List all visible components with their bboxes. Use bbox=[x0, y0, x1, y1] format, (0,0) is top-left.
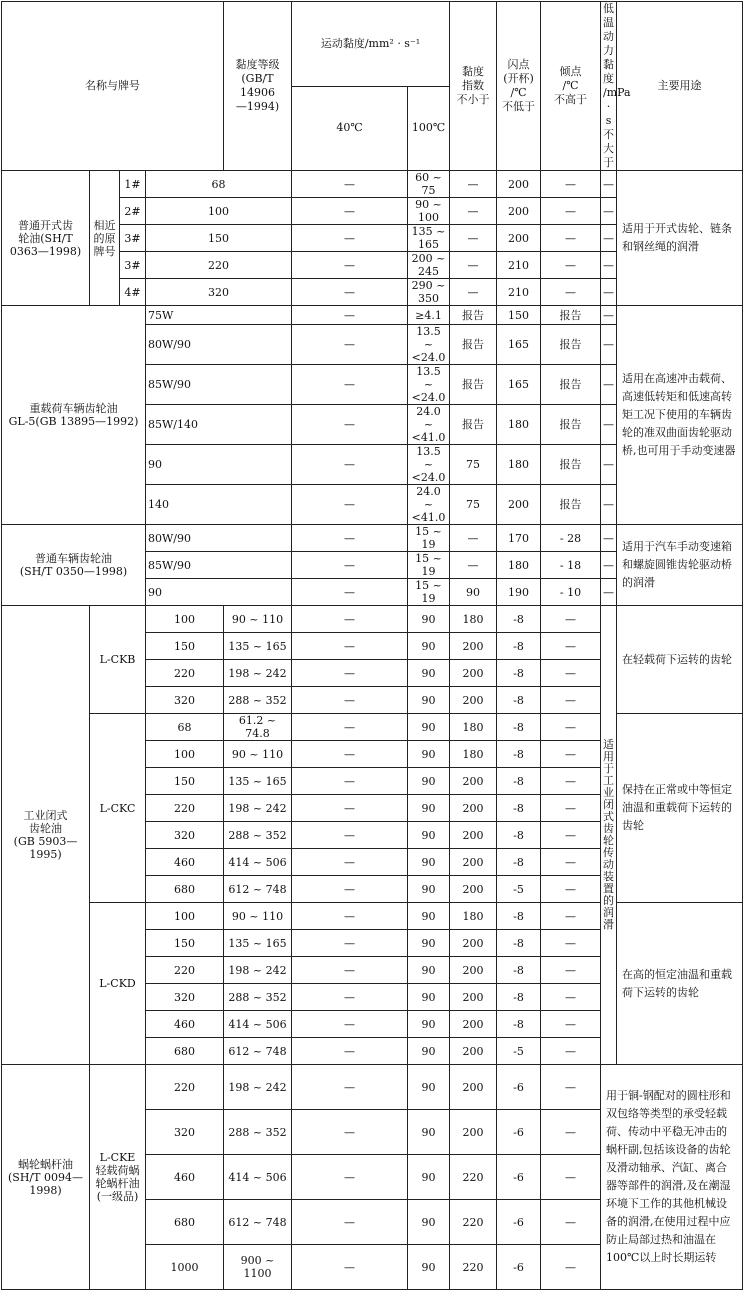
cell-grade: 220 bbox=[146, 252, 292, 279]
cell-pour: -8 bbox=[497, 606, 541, 633]
cell-ltv: — bbox=[541, 822, 601, 849]
cell-pour: -8 bbox=[497, 957, 541, 984]
cell-kv40: 135 ~ 165 bbox=[224, 633, 292, 660]
cell-pour: 报告 bbox=[541, 306, 601, 325]
cell-kv100: — bbox=[292, 795, 408, 822]
cell-vi: 90 bbox=[408, 1245, 450, 1290]
cell-pour: - 18 bbox=[541, 552, 601, 579]
cell-kv40: — bbox=[292, 225, 408, 252]
use-industrial-vertical bbox=[601, 606, 617, 1065]
cell-pour: -6 bbox=[497, 1065, 541, 1110]
cell-flash: 180 bbox=[450, 606, 497, 633]
sub-grade-ckb: L-CKB bbox=[90, 606, 146, 714]
cell-flash: 210 bbox=[497, 279, 541, 306]
cell-kv40: — bbox=[292, 579, 408, 606]
use-worm: 用于铜-钢配对的圆柱形和双包络等类型的承受轻载荷、传动中平稳无冲击的蜗杆副,包括该设备的齿轮及滑动轴承、汽缸、离合器等部件的润滑,及在潮湿环境下工作的其他机械设备的润滑,在使用过程中应防止局部过热和油温在100℃以上时长期运转 bbox=[601, 1065, 743, 1290]
cell-kv40: 61.2 ~ 74.8 bbox=[224, 714, 292, 741]
cell-grade: 100 bbox=[146, 198, 292, 225]
cell-ltv: — bbox=[601, 552, 617, 579]
cell-kv100: 15 ~ 19 bbox=[408, 579, 450, 606]
cell-flash: 165 bbox=[497, 365, 541, 405]
cell-kv100: — bbox=[292, 930, 408, 957]
cell-ltv: — bbox=[541, 849, 601, 876]
cell-grade: 460 bbox=[146, 1011, 224, 1038]
cell-kv100: — bbox=[292, 957, 408, 984]
cell-old-grade: 4# bbox=[120, 279, 146, 306]
cell-pour: -8 bbox=[497, 741, 541, 768]
cell-kv100: 290 ~ 350 bbox=[408, 279, 450, 306]
cell-flash: 200 bbox=[497, 485, 541, 525]
cell-kv100: 13.5 ~ <24.0 bbox=[408, 365, 450, 405]
cell-pour: -8 bbox=[497, 984, 541, 1011]
cell-grade: 80W/90 bbox=[146, 525, 292, 552]
cell-flash: 200 bbox=[450, 1065, 497, 1110]
cell-ltv: — bbox=[541, 714, 601, 741]
cell-kv40: — bbox=[292, 325, 408, 365]
cell-kv40: 612 ~ 748 bbox=[224, 1038, 292, 1065]
gear-oil-table bbox=[1, 1, 743, 1290]
cell-vi: 90 bbox=[408, 1200, 450, 1245]
cell-kv40: 288 ~ 352 bbox=[224, 687, 292, 714]
cell-pour: -8 bbox=[497, 660, 541, 687]
cell-kv40: 198 ~ 242 bbox=[224, 1065, 292, 1110]
cell-old-grade: 1# bbox=[120, 171, 146, 198]
cell-flash: 200 bbox=[450, 1110, 497, 1155]
cell-grade: 90 bbox=[146, 579, 292, 606]
cell-kv40: 90 ~ 110 bbox=[224, 741, 292, 768]
cell-ltv: — bbox=[541, 903, 601, 930]
cell-grade: 320 bbox=[146, 279, 292, 306]
header-viscosity-index: 黏度 指数 不小于 bbox=[450, 2, 497, 171]
cell-kv100: 135 ~ 165 bbox=[408, 225, 450, 252]
cell-ltv: — bbox=[541, 876, 601, 903]
sub-grade-ckd: L-CKD bbox=[90, 903, 146, 1065]
cell-pour: -8 bbox=[497, 930, 541, 957]
cell-pour: 报告 bbox=[541, 485, 601, 525]
cell-grade: 220 bbox=[146, 660, 224, 687]
cell-pour: -5 bbox=[497, 876, 541, 903]
cell-grade: 150 bbox=[146, 633, 224, 660]
cell-kv40: 900 ~ 1100 bbox=[224, 1245, 292, 1290]
cell-kv100: 15 ~ 19 bbox=[408, 525, 450, 552]
cell-flash: 200 bbox=[497, 198, 541, 225]
cell-ltv: — bbox=[601, 171, 617, 198]
cell-vi: — bbox=[450, 552, 497, 579]
cell-vi: 报告 bbox=[450, 405, 497, 445]
cell-kv100: ≥4.1 bbox=[408, 306, 450, 325]
cell-pour: -6 bbox=[497, 1155, 541, 1200]
cell-kv100: 13.5 ~ <24.0 bbox=[408, 445, 450, 485]
cell-pour: — bbox=[541, 198, 601, 225]
cell-grade: 460 bbox=[146, 849, 224, 876]
cell-pour: - 10 bbox=[541, 579, 601, 606]
cell-vi: 90 bbox=[408, 714, 450, 741]
cell-kv40: 288 ~ 352 bbox=[224, 822, 292, 849]
cell-grade: 100 bbox=[146, 741, 224, 768]
cell-kv100: — bbox=[292, 822, 408, 849]
cell-flash: 220 bbox=[450, 1200, 497, 1245]
cell-vi: — bbox=[450, 252, 497, 279]
cell-flash: 190 bbox=[497, 579, 541, 606]
table-body bbox=[2, 2, 743, 1290]
cell-vi: 90 bbox=[408, 984, 450, 1011]
cell-kv40: — bbox=[292, 485, 408, 525]
cell-kv100: — bbox=[292, 1038, 408, 1065]
cell-flash: 200 bbox=[450, 1038, 497, 1065]
cell-flash: 220 bbox=[450, 1155, 497, 1200]
cell-vi: 报告 bbox=[450, 325, 497, 365]
cell-pour: — bbox=[541, 171, 601, 198]
cell-grade: 75W bbox=[146, 306, 292, 325]
cell-grade: 90 bbox=[146, 445, 292, 485]
cell-grade: 220 bbox=[146, 1065, 224, 1110]
cell-kv100: — bbox=[292, 1110, 408, 1155]
table-row bbox=[2, 2, 743, 87]
cell-grade: 320 bbox=[146, 687, 224, 714]
cell-ltv: — bbox=[541, 1038, 601, 1065]
cell-pour: -5 bbox=[497, 1038, 541, 1065]
cell-kv40: — bbox=[292, 525, 408, 552]
cell-vi: 90 bbox=[408, 1038, 450, 1065]
cell-vi: 报告 bbox=[450, 306, 497, 325]
cell-pour: -8 bbox=[497, 714, 541, 741]
sub-grade-ckc: L-CKC bbox=[90, 714, 146, 903]
cell-grade: 85W/90 bbox=[146, 552, 292, 579]
cell-ltv: — bbox=[541, 1155, 601, 1200]
cell-grade: 100 bbox=[146, 606, 224, 633]
cell-kv40: 90 ~ 110 bbox=[224, 903, 292, 930]
cell-vi: — bbox=[450, 525, 497, 552]
cell-kv40: 612 ~ 748 bbox=[224, 1200, 292, 1245]
cell-pour: -8 bbox=[497, 633, 541, 660]
cell-pour: -8 bbox=[497, 768, 541, 795]
header-kv-100c: 100℃ bbox=[408, 86, 450, 171]
cell-flash: 200 bbox=[450, 687, 497, 714]
cell-pour: -8 bbox=[497, 687, 541, 714]
cell-ltv: — bbox=[541, 633, 601, 660]
cell-kv100: — bbox=[292, 903, 408, 930]
cell-flash: 170 bbox=[497, 525, 541, 552]
cell-grade: 220 bbox=[146, 795, 224, 822]
cell-pour: 报告 bbox=[541, 365, 601, 405]
cell-grade: 150 bbox=[146, 225, 292, 252]
table-row bbox=[2, 306, 743, 325]
cell-vi: 90 bbox=[408, 1155, 450, 1200]
cell-vi: 90 bbox=[408, 633, 450, 660]
cell-kv40: — bbox=[292, 552, 408, 579]
cell-ltv: — bbox=[541, 741, 601, 768]
cell-vi: 90 bbox=[408, 930, 450, 957]
cell-ltv: — bbox=[541, 768, 601, 795]
cell-flash: 180 bbox=[450, 714, 497, 741]
cell-vi: 报告 bbox=[450, 365, 497, 405]
cell-grade: 320 bbox=[146, 822, 224, 849]
section-name-heavy-gear: 重载荷车辆齿轮油 GL-5(GB 13895—1992) bbox=[2, 306, 146, 525]
cell-ltv: — bbox=[541, 1065, 601, 1110]
cell-flash: 200 bbox=[450, 1011, 497, 1038]
cell-flash: 200 bbox=[450, 930, 497, 957]
cell-flash: 200 bbox=[450, 876, 497, 903]
cell-old-grade: 3# bbox=[120, 225, 146, 252]
cell-grade: 80W/90 bbox=[146, 325, 292, 365]
cell-vi: 90 bbox=[408, 606, 450, 633]
cell-ltv: — bbox=[601, 405, 617, 445]
cell-ltv: — bbox=[601, 525, 617, 552]
cell-kv100: — bbox=[292, 660, 408, 687]
cell-vi: 90 bbox=[408, 768, 450, 795]
cell-pour: 报告 bbox=[541, 405, 601, 445]
cell-ltv: — bbox=[541, 957, 601, 984]
use-common-gear: 适用于汽车手动变速箱和螺旋圆锥齿轮驱动桥的润滑 bbox=[617, 525, 743, 606]
cell-kv100: — bbox=[292, 1200, 408, 1245]
cell-grade: 140 bbox=[146, 485, 292, 525]
cell-pour: — bbox=[541, 252, 601, 279]
table-row bbox=[2, 714, 743, 741]
cell-kv40: 414 ~ 506 bbox=[224, 849, 292, 876]
cell-vi: 90 bbox=[408, 1110, 450, 1155]
cell-kv100: — bbox=[292, 876, 408, 903]
cell-grade: 85W/90 bbox=[146, 365, 292, 405]
cell-grade: 680 bbox=[146, 1200, 224, 1245]
cell-kv40: 288 ~ 352 bbox=[224, 984, 292, 1011]
cell-vi: 90 bbox=[450, 579, 497, 606]
use-ckd: 在高的恒定油温和重载荷下运转的齿轮 bbox=[617, 903, 743, 1065]
cell-kv100: — bbox=[292, 1065, 408, 1110]
cell-ltv: — bbox=[601, 252, 617, 279]
cell-flash: 200 bbox=[450, 633, 497, 660]
cell-kv40: — bbox=[292, 171, 408, 198]
cell-kv100: 200 ~ 245 bbox=[408, 252, 450, 279]
cell-pour: -8 bbox=[497, 903, 541, 930]
cell-vi: 90 bbox=[408, 660, 450, 687]
table-row bbox=[2, 171, 743, 198]
cell-ltv: — bbox=[541, 606, 601, 633]
table-row bbox=[2, 1065, 743, 1110]
cell-kv100: — bbox=[292, 984, 408, 1011]
cell-pour: -6 bbox=[497, 1245, 541, 1290]
cell-flash: 180 bbox=[450, 903, 497, 930]
header-flash-point: 闪点 (开杯) /℃ 不低于 bbox=[497, 2, 541, 171]
use-open-gear: 适用于开式齿轮、链条和钢丝绳的润滑 bbox=[617, 171, 743, 306]
cell-vi: 75 bbox=[450, 445, 497, 485]
cell-vi: 90 bbox=[408, 687, 450, 714]
cell-grade: 68 bbox=[146, 714, 224, 741]
cell-vi: 90 bbox=[408, 795, 450, 822]
cell-ltv: — bbox=[601, 306, 617, 325]
cell-flash: 200 bbox=[450, 957, 497, 984]
cell-kv40: 198 ~ 242 bbox=[224, 660, 292, 687]
cell-ltv: — bbox=[541, 1011, 601, 1038]
cell-vi: — bbox=[450, 198, 497, 225]
cell-pour: -6 bbox=[497, 1110, 541, 1155]
cell-kv100: — bbox=[292, 1245, 408, 1290]
cell-grade: 320 bbox=[146, 1110, 224, 1155]
cell-kv40: 198 ~ 242 bbox=[224, 795, 292, 822]
cell-kv40: 612 ~ 748 bbox=[224, 876, 292, 903]
section-name-open-gear: 普通开式齿 轮油(SH/T 0363—1998) bbox=[2, 171, 90, 306]
cell-grade: 150 bbox=[146, 768, 224, 795]
cell-ltv: — bbox=[541, 984, 601, 1011]
cell-kv100: — bbox=[292, 633, 408, 660]
header-name: 名称与牌号 bbox=[2, 2, 224, 171]
vertical-use-text: 适用于工业闭式齿轮传动装置的润滑 bbox=[603, 738, 615, 931]
cell-kv100: — bbox=[292, 768, 408, 795]
cell-flash: 180 bbox=[497, 405, 541, 445]
table-row bbox=[2, 903, 743, 930]
cell-kv40: — bbox=[292, 198, 408, 225]
cell-grade: 68 bbox=[146, 171, 292, 198]
cell-vi: 90 bbox=[408, 957, 450, 984]
cell-pour: - 28 bbox=[541, 525, 601, 552]
cell-flash: 200 bbox=[450, 795, 497, 822]
header-low-temp-viscosity: 低温动 力黏度 /mPa · s 不大于 bbox=[601, 2, 617, 171]
cell-pour: — bbox=[541, 279, 601, 306]
cell-pour: -6 bbox=[497, 1200, 541, 1245]
header-pour-point: 倾点 /℃ 不高于 bbox=[541, 2, 601, 171]
cell-kv100: 90 ~ 100 bbox=[408, 198, 450, 225]
cell-kv100: — bbox=[292, 849, 408, 876]
cell-kv40: — bbox=[292, 405, 408, 445]
cell-flash: 200 bbox=[497, 171, 541, 198]
cell-kv40: 135 ~ 165 bbox=[224, 930, 292, 957]
cell-ltv: — bbox=[601, 225, 617, 252]
cell-ltv: — bbox=[601, 579, 617, 606]
cell-kv100: — bbox=[292, 1011, 408, 1038]
cell-kv40: 198 ~ 242 bbox=[224, 957, 292, 984]
header-main-use: 主要用途 bbox=[617, 2, 743, 171]
cell-pour: — bbox=[541, 225, 601, 252]
cell-kv100: 24.0 ~ <41.0 bbox=[408, 405, 450, 445]
cell-ltv: — bbox=[601, 325, 617, 365]
use-heavy-gear: 适用在高速冲击载荷、高速低转矩和低速高转矩工况下使用的车辆齿轮的准双曲面齿轮驱动桥,也可用于手动变速器 bbox=[617, 306, 743, 525]
cell-old-grade: 2# bbox=[120, 198, 146, 225]
cell-vi: 90 bbox=[408, 822, 450, 849]
cell-kv100: — bbox=[292, 687, 408, 714]
cell-ltv: — bbox=[541, 660, 601, 687]
use-ckb: 在轻载荷下运转的齿轮 bbox=[617, 606, 743, 714]
cell-flash: 200 bbox=[450, 984, 497, 1011]
header-kv-40c: 40℃ bbox=[292, 86, 408, 171]
use-ckc: 保持在正常或中等恒定油温和重载荷下运转的齿轮 bbox=[617, 714, 743, 903]
cell-flash: 210 bbox=[497, 252, 541, 279]
table-row bbox=[2, 525, 743, 552]
cell-kv40: — bbox=[292, 306, 408, 325]
cell-ltv: — bbox=[541, 1245, 601, 1290]
cell-kv40: — bbox=[292, 445, 408, 485]
cell-kv40: — bbox=[292, 365, 408, 405]
cell-kv40: 288 ~ 352 bbox=[224, 1110, 292, 1155]
cell-kv40: 90 ~ 110 bbox=[224, 606, 292, 633]
cell-kv100: — bbox=[292, 606, 408, 633]
cell-grade: 460 bbox=[146, 1155, 224, 1200]
cell-vi: 75 bbox=[450, 485, 497, 525]
cell-vi: — bbox=[450, 279, 497, 306]
section-name-industrial: 工业闭式 齿轮油 (GB 5903— 1995) bbox=[2, 606, 90, 1065]
cell-kv100: 60 ~ 75 bbox=[408, 171, 450, 198]
cell-vi: 90 bbox=[408, 849, 450, 876]
cell-kv40: 135 ~ 165 bbox=[224, 768, 292, 795]
cell-kv100: — bbox=[292, 741, 408, 768]
cell-ltv: — bbox=[541, 930, 601, 957]
cell-ltv: — bbox=[601, 485, 617, 525]
cell-kv100: 24.0 ~ <41.0 bbox=[408, 485, 450, 525]
header-grade: 黏度等级 (GB/T 14906 —1994) bbox=[224, 2, 292, 171]
cell-pour: -8 bbox=[497, 795, 541, 822]
cell-grade: 320 bbox=[146, 984, 224, 1011]
cell-pour: -8 bbox=[497, 849, 541, 876]
cell-grade: 85W/140 bbox=[146, 405, 292, 445]
header-kinematic-viscosity: 运动黏度/mm² · s⁻¹ bbox=[292, 2, 450, 87]
cell-grade: 1000 bbox=[146, 1245, 224, 1290]
cell-pour: -8 bbox=[497, 822, 541, 849]
sub-grade-cke: L-CKE 轻载荷蜗 轮蜗杆油 (一级品) bbox=[90, 1065, 146, 1290]
cell-pour: 报告 bbox=[541, 325, 601, 365]
cell-grade: 100 bbox=[146, 903, 224, 930]
cell-ltv: — bbox=[541, 795, 601, 822]
section-name-common-gear: 普通车辆齿轮油 (SH/T 0350—1998) bbox=[2, 525, 146, 606]
cell-flash: 220 bbox=[450, 1245, 497, 1290]
cell-flash: 180 bbox=[450, 741, 497, 768]
cell-grade: 150 bbox=[146, 930, 224, 957]
cell-vi: 90 bbox=[408, 1011, 450, 1038]
cell-ltv: — bbox=[541, 687, 601, 714]
cell-kv40: 414 ~ 506 bbox=[224, 1155, 292, 1200]
cell-ltv: — bbox=[601, 279, 617, 306]
section-name-worm: 蜗轮蜗杆油 (SH/T 0094— 1998) bbox=[2, 1065, 90, 1290]
cell-grade: 680 bbox=[146, 1038, 224, 1065]
cell-vi: — bbox=[450, 171, 497, 198]
cell-ltv: — bbox=[601, 198, 617, 225]
cell-ltv: — bbox=[601, 365, 617, 405]
cell-kv100: 15 ~ 19 bbox=[408, 552, 450, 579]
cell-vi: 90 bbox=[408, 903, 450, 930]
cell-ltv: — bbox=[541, 1110, 601, 1155]
cell-flash: 180 bbox=[497, 445, 541, 485]
cell-pour: -8 bbox=[497, 1011, 541, 1038]
cell-vi: 90 bbox=[408, 741, 450, 768]
cell-flash: 150 bbox=[497, 306, 541, 325]
cell-grade: 680 bbox=[146, 876, 224, 903]
cell-flash: 200 bbox=[450, 768, 497, 795]
cell-ltv: — bbox=[601, 445, 617, 485]
table-row bbox=[2, 606, 743, 633]
cell-flash: 180 bbox=[497, 552, 541, 579]
cell-flash: 200 bbox=[450, 849, 497, 876]
cell-kv100: 13.5 ~ <24.0 bbox=[408, 325, 450, 365]
cell-vi: 90 bbox=[408, 876, 450, 903]
cell-flash: 200 bbox=[497, 225, 541, 252]
cell-vi: 90 bbox=[408, 1065, 450, 1110]
cell-pour: 报告 bbox=[541, 445, 601, 485]
cell-grade: 220 bbox=[146, 957, 224, 984]
cell-kv100: — bbox=[292, 1155, 408, 1200]
cell-kv40: — bbox=[292, 252, 408, 279]
old-grade-label: 相近 的原 牌号 bbox=[90, 171, 120, 306]
cell-flash: 165 bbox=[497, 325, 541, 365]
cell-kv40: 414 ~ 506 bbox=[224, 1011, 292, 1038]
cell-kv100: — bbox=[292, 714, 408, 741]
cell-kv40: — bbox=[292, 279, 408, 306]
cell-flash: 200 bbox=[450, 822, 497, 849]
cell-old-grade: 3# bbox=[120, 252, 146, 279]
cell-vi: — bbox=[450, 225, 497, 252]
cell-ltv: — bbox=[541, 1200, 601, 1245]
cell-flash: 200 bbox=[450, 660, 497, 687]
